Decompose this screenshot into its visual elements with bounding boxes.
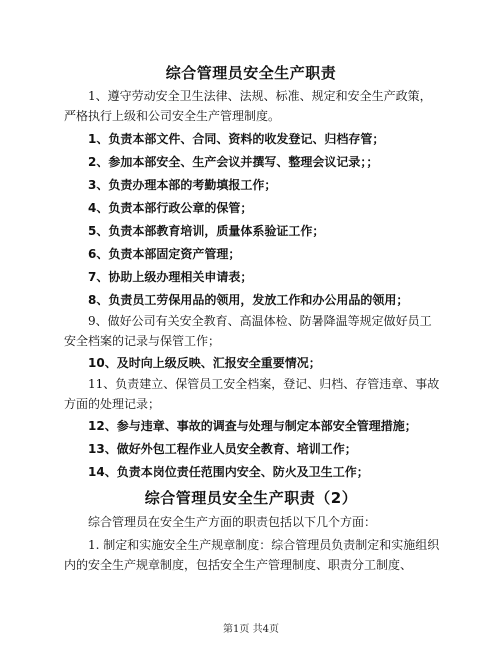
duty-item-9 <box>64 311 440 351</box>
duty-item-8: 8、负责员工劳保用品的领用，发放工作和办公用品的领用； <box>88 293 409 307</box>
point-1-paragraph <box>64 535 440 575</box>
duty-item-12: 12、参与违章、事故的调查与处理与制定本部安全管理措施； <box>88 419 417 433</box>
intro-2-text: 综合管理员在安全生产方面的职责包括以下几个方面： <box>88 515 377 529</box>
section-title-2: 综合管理员安全生产职责（2） <box>144 489 358 507</box>
intro-text: 1、遵守劳动安全卫生法律、法规、标准、规定和安全生产政策，严格执行上级和公司安全生产管理制度。 <box>64 89 432 123</box>
page-number: 第1页 共4页 <box>223 624 279 635</box>
duty-item-1: 1、负责本部文件、合同、资料的收发登记、归档存管； <box>88 132 385 146</box>
duty-item-5: 5、负责本部教育培训，质量体系验证工作； <box>88 224 325 238</box>
document-title: 综合管理员安全生产职责 <box>165 64 337 82</box>
duty-item-10: 10、及时向上级反映、汇报安全重要情况； <box>88 356 321 370</box>
duty-item-2: 2、参加本部安全、生产会议并撰写、整理会议记录；； <box>88 155 379 169</box>
duty-item-11 <box>64 374 440 414</box>
point-1-text: 1. 制定和实施安全生产规章制度：综合管理员负责制定和实施组织内的安全生产规章制度，包括安全生产管理制度、职责分工制度、 <box>64 538 440 572</box>
duty-item-4: 4、负责本部行政公章的保管； <box>88 201 253 215</box>
duty-item-13: 13、做好外包工程作业人员安全教育、培训工作； <box>88 442 357 456</box>
duty-item-7: 7、协助上级办理相关申请表； <box>88 270 253 284</box>
duty-item-9-text: 9、做好公司有关安全教育、高温体检、防暑降温等规定做好员工安全档案的记录与保管工作； <box>64 314 432 348</box>
intro-paragraph <box>64 86 440 126</box>
duty-item-6: 6、负责本部固定资产管理； <box>88 247 241 261</box>
duty-item-14: 14、负责本岗位责任范围内安全、防火及卫生工作； <box>88 465 369 479</box>
intro-paragraph-2 <box>64 512 440 532</box>
duty-item-11-text: 11、负责建立、保管员工安全档案，登记、归档、存管违章、事故方面的处理记录； <box>64 377 440 411</box>
duty-item-3: 3、负责办理本部的考勤填报工作； <box>88 178 277 192</box>
